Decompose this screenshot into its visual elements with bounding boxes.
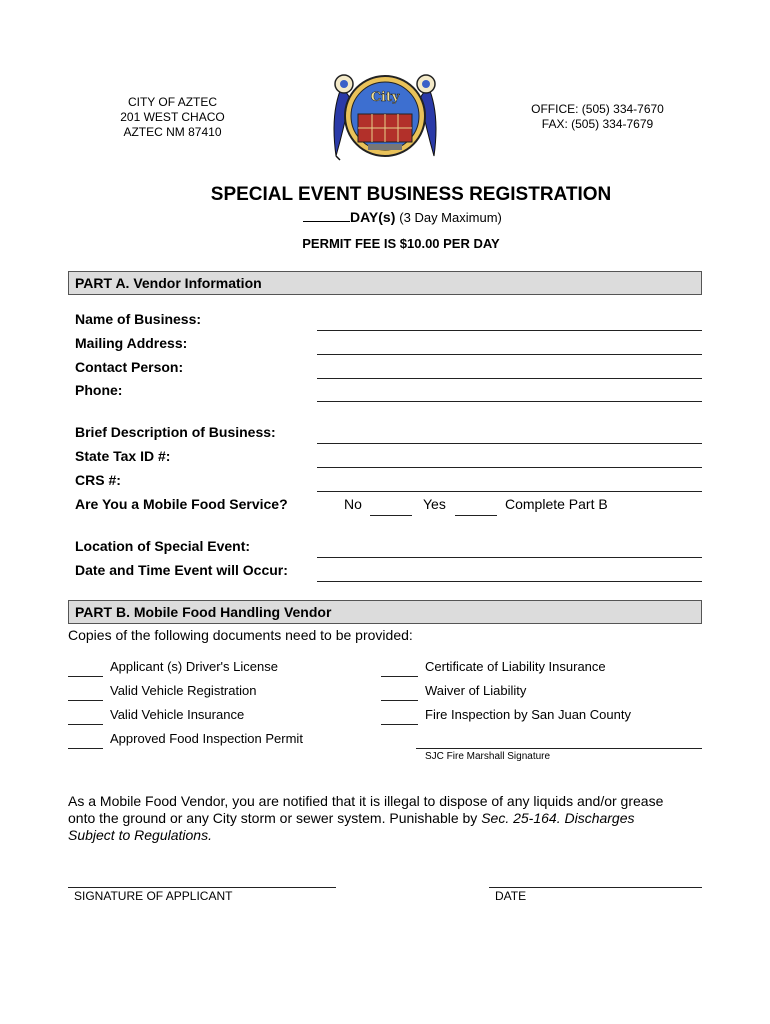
datetime-field[interactable]	[317, 581, 702, 582]
date-line[interactable]	[489, 887, 702, 888]
crs-label: CRS #:	[75, 472, 121, 488]
days-row	[303, 209, 502, 225]
waiver-label: Waiver of Liability	[425, 683, 527, 698]
description-field[interactable]	[317, 443, 702, 444]
mobile-yes-label: Yes	[423, 496, 446, 512]
days-blank[interactable]	[303, 209, 350, 222]
vehicle-registration-label: Valid Vehicle Registration	[110, 683, 257, 698]
vehicle-registration-check[interactable]	[68, 700, 103, 701]
days-note: (3 Day Maximum)	[399, 210, 502, 225]
vehicle-insurance-check[interactable]	[68, 724, 103, 725]
part-b-header	[68, 600, 702, 624]
part-a-title: PART A. Vendor Information	[75, 275, 262, 291]
food-permit-check[interactable]	[68, 748, 103, 749]
phone-label: Phone:	[75, 382, 123, 398]
vehicle-insurance-label: Valid Vehicle Insurance	[110, 707, 245, 722]
disposal-notice	[68, 793, 668, 844]
part-b-intro: Copies of the following documents need to be provided:	[68, 627, 413, 643]
datetime-label: Date and Time Event will Occur:	[75, 562, 288, 578]
city-address	[100, 95, 245, 140]
fax-number: FAX: (505) 334-7679	[541, 117, 654, 131]
fire-inspection-check[interactable]	[381, 724, 418, 725]
applicant-signature-line[interactable]	[68, 887, 336, 888]
part-b-title: PART B. Mobile Food Handling Vendor	[75, 604, 332, 620]
notice-text: As a Mobile Food Vendor, you are notified that it is illegal to dispose of any liquids and/or grease onto the ground or any City storm or sewer system. Punishable by	[68, 793, 664, 826]
waiver-check[interactable]	[381, 700, 418, 701]
form-title: SPECIAL EVENT BUSINESS REGISTRATION	[210, 184, 612, 205]
mobile-yes-field[interactable]	[455, 515, 497, 516]
contact-person-label: Contact Person:	[75, 359, 184, 375]
location-label: Location of Special Event:	[75, 538, 251, 554]
svg-text:City: City	[370, 90, 400, 105]
mobile-no-label: No	[344, 496, 362, 512]
business-name-label: Name of Business:	[75, 311, 202, 327]
fire-inspection-label: Fire Inspection by San Juan County	[425, 707, 631, 722]
food-permit-label: Approved Food Inspection Permit	[110, 731, 303, 746]
location-field[interactable]	[317, 557, 702, 558]
tax-id-label: State Tax ID #:	[75, 448, 171, 464]
office-phone: OFFICE: (505) 334-7670	[531, 102, 664, 116]
fire-marshall-signature-line[interactable]	[416, 748, 702, 749]
business-name-field[interactable]	[317, 330, 702, 331]
office-contact	[510, 102, 685, 132]
mailing-address-label: Mailing Address:	[75, 335, 188, 351]
permit-fee: PERMIT FEE IS $10.00 PER DAY	[302, 236, 500, 251]
days-label: DAY(s)	[350, 209, 396, 225]
drivers-license-label: Applicant (s) Driver's License	[110, 659, 278, 674]
city-seal-logo	[320, 68, 450, 163]
crs-field[interactable]	[317, 491, 702, 492]
drivers-license-check[interactable]	[68, 676, 103, 677]
phone-field[interactable]	[317, 401, 702, 402]
mobile-food-label: Are You a Mobile Food Service?	[75, 496, 288, 512]
mailing-address-field[interactable]	[317, 354, 702, 355]
liability-insurance-check[interactable]	[381, 676, 418, 677]
city-zip: AZTEC NM 87410	[123, 125, 222, 139]
contact-person-field[interactable]	[317, 378, 702, 379]
applicant-signature-label: SIGNATURE OF APPLICANT	[74, 889, 233, 903]
date-label: DATE	[495, 889, 527, 903]
liability-insurance-label: Certificate of Liability Insurance	[425, 659, 606, 674]
mobile-no-field[interactable]	[370, 515, 412, 516]
tax-id-field[interactable]	[317, 467, 702, 468]
city-name: CITY OF AZTEC	[127, 95, 218, 109]
part-a-header	[68, 271, 702, 295]
complete-part-b-note: Complete Part B	[505, 496, 608, 512]
city-street: 201 WEST CHACO	[120, 110, 225, 124]
description-label: Brief Description of Business:	[75, 424, 276, 440]
fire-marshall-signature-label: SJC Fire Marshall Signature	[425, 751, 551, 762]
notice-regulation: Sec. 25-164. Discharges Subject to Regulations.	[68, 810, 635, 843]
